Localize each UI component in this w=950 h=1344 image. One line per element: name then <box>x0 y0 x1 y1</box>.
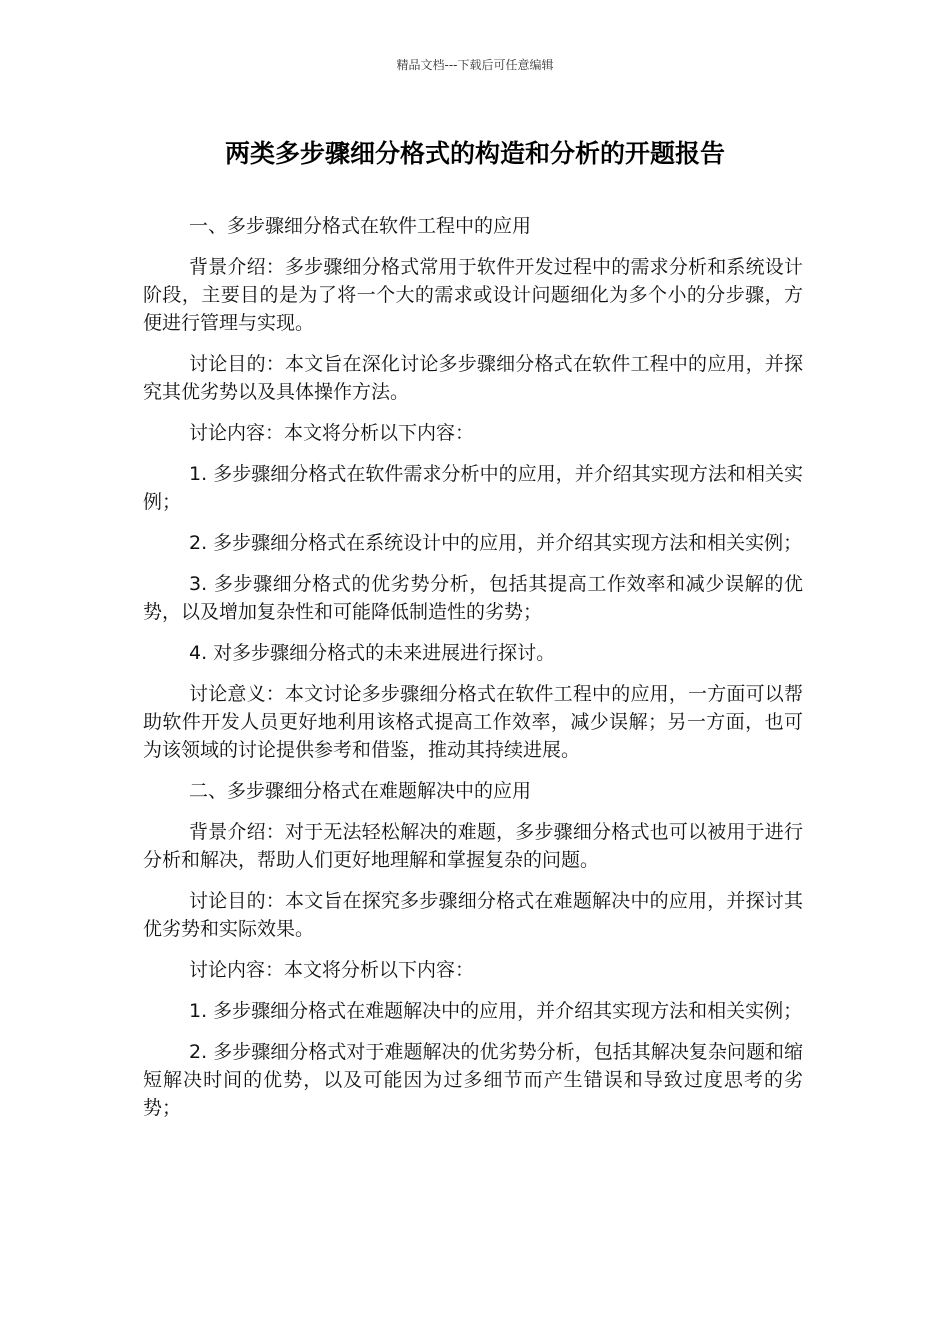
list-item-1-3: 3. 多步骤细分格式的优劣势分析，包括其提高工作效率和减少误解的优势，以及增加复杂性和可能降低制造性的劣势； <box>143 573 803 623</box>
list-item-2-1: 1. 多步骤细分格式在难题解决中的应用，并介绍其实现方法和相关实例； <box>189 1000 803 1022</box>
list-item-1-2: 2. 多步骤细分格式在系统设计中的应用，并介绍其实现方法和相关实例； <box>189 532 803 554</box>
paragraph-purpose-1: 讨论目的：本文旨在深化讨论多步骤细分格式在软件工程中的应用，并探究其优劣势以及具体操作方法。 <box>143 353 803 403</box>
paragraph-content-intro-1: 讨论内容：本文将分析以下内容： <box>189 422 475 444</box>
paragraph-purpose-2: 讨论目的：本文旨在探究多步骤细分格式在难题解决中的应用，并探讨其优劣势和实际效果。 <box>143 890 803 940</box>
paragraph-content-intro-2: 讨论内容：本文将分析以下内容： <box>189 959 475 981</box>
document-body <box>143 212 803 1135</box>
section-heading-1: 一、多步骤细分格式在软件工程中的应用 <box>189 215 532 237</box>
paragraph-significance-1: 讨论意义：本文讨论多步骤细分格式在软件工程中的应用，一方面可以帮助软件开发人员更好地利用该格式提高工作效率，减少误解；另一方面，也可为该领域的讨论提供参考和借鉴，推动其持续进展。 <box>143 683 803 761</box>
section-heading-2: 二、多步骤细分格式在难题解决中的应用 <box>189 780 532 802</box>
document-title: 两类多步骤细分格式的构造和分析的开题报告 <box>224 139 725 168</box>
list-item-2-2: 2. 多步骤细分格式对于难题解决的优劣势分析，包括其解决复杂问题和缩短解决时间的优势，以及可能因为过多细节而产生错误和导致过度思考的劣势； <box>143 1041 803 1119</box>
list-item-1-4: 4. 对多步骤细分格式的未来进展进行探讨。 <box>189 642 556 664</box>
paragraph-background-1: 背景介绍：多步骤细分格式常用于软件开发过程中的需求分析和系统设计阶段，主要目的是为了将一个大的需求或设计问题细化为多个小的分步骤，方便进行管理与实现。 <box>143 256 803 334</box>
header-note: 精品文档---下载后可任意编辑 <box>396 58 554 72</box>
paragraph-background-2: 背景介绍：对于无法轻松解决的难题，多步骤细分格式也可以被用于进行分析和解决，帮助人们更好地理解和掌握复杂的问题。 <box>143 821 803 871</box>
list-item-1-1: 1. 多步骤细分格式在软件需求分析中的应用，并介绍其实现方法和相关实例； <box>143 463 803 513</box>
